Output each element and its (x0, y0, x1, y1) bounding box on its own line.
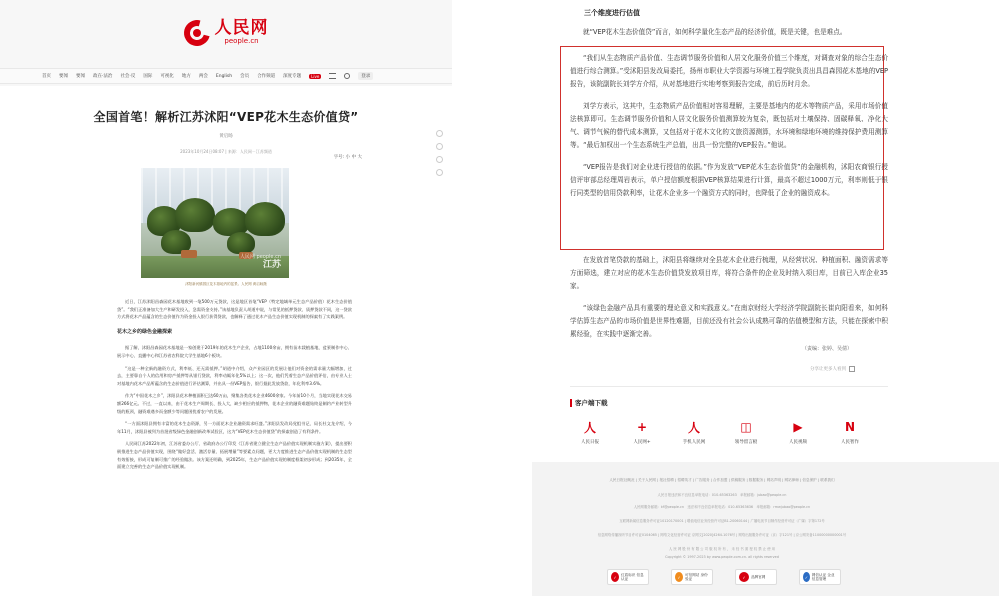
app-download-list (570, 420, 870, 445)
app-item[interactable] (570, 420, 610, 445)
share-label: 分享让更多人看到 (810, 367, 846, 372)
cyber-cert-badge-icon: ✓ (803, 572, 810, 582)
footer-line: Copyright © 1997-2023 by www.people.com.cn. all rights reserved (665, 555, 779, 559)
nav-item[interactable]: 两会 (198, 74, 208, 79)
app-label: 人民智作 (841, 440, 859, 445)
trusted-site-badge[interactable] (671, 569, 713, 585)
comment-icon[interactable] (436, 156, 443, 163)
paragraph: 人民网江苏2022年初，江苏省委办公厅、省政府办公厅印发《江苏省建立健全生态产品价值实现机制实施方案》，提出要积极推进生态产品价值实现，围绕“做好盘活、激活存量、拓展增量”等要素点问题，更大力度推进生态产品价值实现机制的生态型有效衔接，形成可复制可推广的经验做法。该方案还明确，到2025年，生态产品价值实现的制度框架初步形成；到2035年，全面建立完善的生态产品价值实现机制。 (117, 441, 352, 470)
left-screenshot-panel (0, 0, 452, 596)
article-body (117, 298, 352, 476)
paragraph: 据了解，沭阳昌森园花木基地是一家创建于2019年的花木生产企业，占地1100余亩，拥有苗木栽植基地、盆景制作中心、展示中心、直播中心和江苏省农科院大学生基地6个板块。 (117, 345, 352, 358)
article-hero-image (141, 168, 289, 278)
right-screenshot-panel (532, 0, 999, 596)
editor-signature: （责编：张婷、吴倩） (802, 346, 853, 352)
search-icon[interactable] (344, 73, 350, 79)
share-link[interactable] (810, 366, 855, 372)
badge-label: 品牌官网 (751, 574, 766, 579)
paragraph: “VEP报告是我们对企业进行授信的依据。”作为发放“VEP花木生态价值贷”的金融机构，沭阳农商银行授信评审部总经理周岩表示，单户授信额度根据VEP核算结果进行计算，最高不超过1000万元，利率则低于银行同类型的信用贷款利率，让花木企业多一个融资方式的同时，也降低了企业的融资成本。 (570, 163, 888, 197)
cyber-cert-badge[interactable] (799, 569, 841, 585)
image-caption: 沭阳新河镇园区花木基地内的盆景。人民网 黄启旸摄 (185, 282, 267, 286)
red-shield-badge-icon: ✓ (611, 572, 619, 582)
people-logo[interactable] (184, 20, 269, 46)
title-accent-bar (570, 399, 572, 407)
app-label: 人民视频 (789, 440, 807, 445)
certification-badges (607, 569, 841, 585)
footer-line: 互联网新闻信息服务许可证10120170001 | 增值电信业务经营许可证B1-20060144 | 广播电视节目制作经营许可证（广媒）字第172号 (619, 519, 825, 523)
logo-cn: 人民网 (214, 18, 269, 38)
video-play-icon: ▶ (793, 420, 803, 434)
badge-label: 网信认证 企业信息管理 (811, 572, 835, 581)
app-item[interactable] (830, 420, 870, 445)
client-download-title (570, 398, 608, 407)
menu-icon[interactable] (329, 73, 336, 79)
app-label: 领导留言板 (734, 440, 758, 445)
site-footer (532, 462, 999, 596)
section-heading: 三个维度进行估值 (584, 9, 640, 17)
app-label: 人民日报 (581, 440, 599, 445)
share-icon (849, 366, 855, 372)
subheading: 花木之乡的绿色金融探索 (117, 328, 173, 335)
nav-item[interactable]: 社会·反 (120, 74, 136, 79)
article-author: 黄启旸 (219, 134, 233, 139)
app-label: 手机人民网 (682, 440, 706, 445)
main-nav (0, 68, 452, 84)
smart-create-icon: Ν (844, 420, 856, 434)
share-weibo-icon[interactable] (436, 143, 443, 150)
divider (570, 386, 888, 387)
nav-item[interactable]: 深度专题 (283, 74, 302, 79)
nav-item[interactable]: 政在·法治 (93, 74, 113, 79)
message-board-icon: ◫ (740, 420, 752, 434)
image-watermark: 江苏 (262, 260, 281, 270)
people-plus-icon: + (636, 420, 648, 434)
side-toolbar (436, 130, 444, 176)
font-size-control[interactable]: 字号: 小 中 大 (333, 155, 362, 160)
paragraph: 刘学方表示，这其中，生态物质产品价值相对容易理解，主要是基地内的花木等物质产品，采用市场价值法核算即可。生态调节服务价值和人居文化服务价值测算较为复杂，既包括对土壤保持、固碳释氧、净化大气、调节气候的替代成本测算，又包括对于花木文化的文旅资源测算，水环境和绿地环境的维持保护费用测算等。“最后加权出一个生态系统生产总值，出具一份完整的VEP报告。”他说。 (570, 102, 888, 149)
closing-paragraphs (570, 254, 888, 350)
app-item[interactable] (674, 420, 714, 445)
paragraph: 在发放首笔贷款的基础上，沭阳县将继续对全县花木企业进行梳理，从经营状况、种植面积、融资需求等方面筛选，建立对应的花木生态价值贷发放项目库，将符合条件的企业及时纳入项目库，目前已入库企业35家。 (570, 256, 888, 290)
paragraph: “我们从生态物质产品价值、生态调节服务价值和人居文化服务价值三个维度，对调查对象的综合生态价值进行综合测算。”受沭阳县发改局委托，扬州市职业大学资源与环境工程学院负责出具昌森园花木基地的VEP报告，该院副院长刘学方介绍，从对基地进行实地考察到报告完成，前后历时月余。 (570, 54, 888, 88)
nav-item[interactable]: 会员 (240, 74, 250, 79)
nav-item[interactable]: 首页 (42, 74, 51, 79)
article-container (0, 86, 452, 596)
people-logo-icon (184, 20, 210, 46)
badge-label: 红盾标识 信息认证 (621, 572, 644, 581)
paragraph: 近日，江苏沭阳昌森园花木基地收到一笔500万元贷款，这是地区首笔“VEP（特定地域单元生态产品价值）花木生态价值贷”。“我们正准备加大生产和研发投入，急需资金支持。”该基地负责人胡道中说，与常见的抵押贷款、质押贷款不同，这一贷款方式将花木产品蕴含的生态价值作为资金投入银行获得贷款，也解释了通过花木产品生态价值实现机制的探索有了实践案例。 (117, 299, 352, 320)
paragraph: 就“VEP花木生态价值贷”而言，如何科学量化生态产品的经济价值，既是关键，也是难点。 (583, 28, 847, 36)
nav-live-badge[interactable]: Live (311, 73, 320, 79)
intro-text (570, 26, 888, 48)
nav-item[interactable]: 可视化 (160, 74, 174, 79)
footer-line: 信息网络传播视听节目许可证0104065 | 网络文化经营许可证 京网文[2020]4264-1076号 | 网络出版服务许可证（京）字121号 | 京公网安备11000000000001号 (597, 533, 847, 537)
nav-item[interactable]: 合作频道 (257, 74, 276, 79)
nav-item[interactable]: 要闻 (59, 74, 68, 79)
article-meta: 2023年10月24日08:07 | 来源：人民网－江苏频道 (180, 149, 272, 154)
nav-item[interactable]: English (215, 73, 233, 79)
trusted-site-badge-icon: ✓ (675, 572, 683, 582)
article-title: 全国首笔！解析江苏沭阳“VEP花木生态价值贷” (93, 110, 359, 124)
back-to-top-icon[interactable] (436, 169, 443, 176)
nav-item[interactable]: 地方 (181, 74, 191, 79)
app-item[interactable] (622, 420, 662, 445)
footer-line: 人民日报违法和不良信息举报电话：010-65363263 举报邮箱：jubao@people.cn (657, 493, 787, 497)
paragraph: 作为“中国花木之乡”，沭阳县花木种植面积已达60万亩，聚集各类花木企业4600余家。今年前10个月，当地实现花木交易额266亿元。不过，一直以来，由于花木生产周期长、投入大，缺少相应的抵押物，花木企业的融资难题始终是制约产业转型升级的瓶颈，融资难遇多而金额少等问题困扰着农户的发展。 (117, 393, 352, 414)
brand-site-badge-icon: ✓ (739, 572, 749, 582)
paragraph: “该绿色金融产品具有重要的理论意义和实践意义。”在南京财经大学经济学院副院长崔向阳看来，如何科学估算生态产品的市场价值是世界性难题，目前还没有社会公认成熟可靠的估值模型和方法，只能在探索中积累经验，在实践中逐渐完善。 (570, 304, 888, 338)
highlighted-paragraphs (570, 52, 888, 209)
login-button[interactable]: 登录 (358, 72, 373, 80)
image-watermark-sub: 人民网 people.cn (239, 254, 281, 260)
nav-item[interactable]: 国际 (143, 74, 153, 79)
footer-line: 人民网服务邮箱：kf@people.cn 违法和不良信息举报电话：010-65363636 举报邮箱：rmwjubao@people.cn (633, 505, 811, 509)
nav-item[interactable]: 要闻 (76, 74, 85, 79)
brand-site-badge[interactable] (735, 569, 777, 585)
app-label: 人民网+ (633, 440, 651, 445)
site-header (0, 0, 452, 66)
paragraph: “这是一种全新的融资方式，利率低、还无需抵押。”胡道中介绍，众产业园区的发展让他们对资金的需求量大幅增加，过去，主要靠自个人的信用和房产抵押等从银行贷款，利率动辄年化5%以上；这一次，他们凭着生态产品价值评估，由专业人士对基地内花木产品所蕴含的生态价值进行评估测算，并出具一份VEP报告，银行据此发放贷款，年化利率3.6%。 (117, 365, 352, 386)
footer-links[interactable]: 人民日报社概况 | 关于人民网 | 报社招聘 | 招聘英才 | 广告服务 | 合作加盟 | 供稿服务 | 数据服务 | 网站声明 | 网站律师 | 信息保护 | 联系我们 (609, 478, 835, 482)
red-shield-badge[interactable] (607, 569, 649, 585)
app-item[interactable] (726, 420, 766, 445)
share-wechat-icon[interactable] (436, 130, 443, 137)
renmin-ribao-icon: 人 (583, 420, 596, 435)
footer-line: 人 民 网 股 份 有 限 公 司 版 权 所 有 ， 未 经 书 面 授 权 禁 止 使 用 (668, 547, 776, 551)
app-item[interactable] (778, 420, 818, 445)
paragraph: “一方面沭阳县拥有丰富的花木生态资源，另一方面花木企业融资需求旺盛。”沭阳县发改局党组书记、局长杜文龙介绍，今年11月，沭阳县被列为首批省级绿色金融创新改革试验区，这为“VEP花木生态价值贷”的探索创造了有利条件。 (117, 421, 352, 434)
logo-en: people.cn (224, 37, 259, 45)
badge-label: 可信网站 身份验证 (685, 572, 708, 581)
mobile-people-icon: 人 (687, 420, 700, 435)
client-title-label: 客户端下载 (575, 399, 608, 407)
